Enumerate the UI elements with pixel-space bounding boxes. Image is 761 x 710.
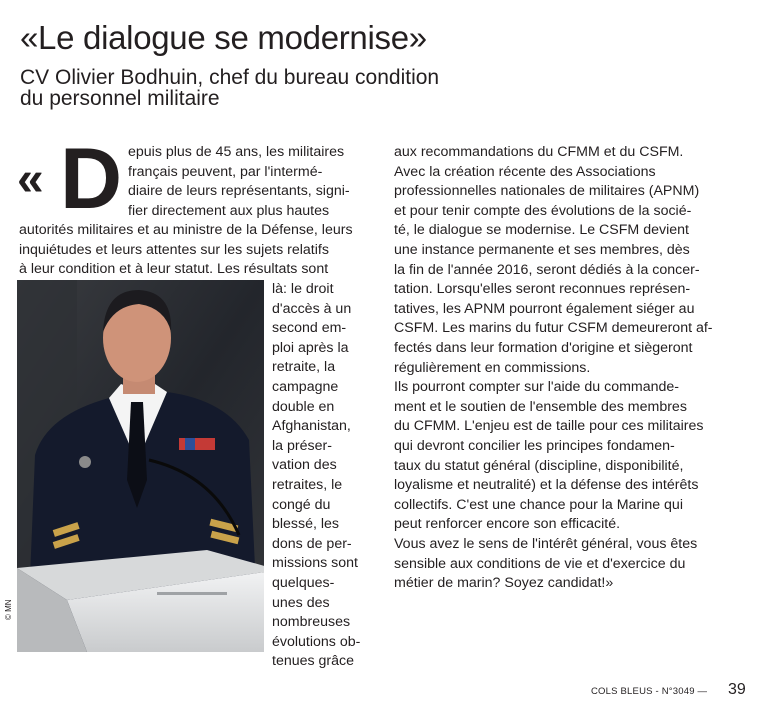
text-line: taux du statut général (discipline, disponibilité,: [394, 457, 684, 474]
article-subtitle-line: CV Olivier Bodhuin, chef du bureau condition: [20, 66, 440, 89]
drop-cap: D: [60, 131, 123, 227]
text-line: blessé, les: [272, 516, 340, 533]
opening-quote-mark: «: [17, 153, 44, 206]
text-line: té, le dialogue se modernise. Le CSFM devient: [394, 222, 689, 239]
text-line: et pour tenir compte des évolutions de la socié-: [394, 202, 692, 219]
article-title: «Le dialogue se modernise»: [20, 19, 427, 56]
text-line: inquiétudes et leurs attentes sur les sujets relatifs: [19, 241, 329, 258]
text-line: sensible aux conditions de vie et d'exercice du: [394, 555, 686, 572]
text-line: ploi après la: [272, 339, 349, 356]
text-line: d'accès à un: [272, 300, 352, 317]
text-line: Vous avez le sens de l'intérêt général, vous êtes: [394, 536, 698, 552]
text-line: second em-: [272, 320, 347, 337]
footer-page-number: 39: [728, 681, 746, 698]
text-line: Avec la création récente des Associations: [394, 163, 656, 180]
text-line: loyalisme et neutralité) et la défense des intérêts: [394, 477, 699, 494]
text-line: là: le droit: [272, 281, 334, 297]
footer-publication: COLS BLEUS - N°3049 —: [591, 686, 708, 697]
text-line: epuis plus de 45 ans, les militaires: [128, 144, 345, 160]
text-line: Ils pourront compter sur l'aide du commande-: [394, 379, 680, 396]
text-line: double en: [272, 398, 335, 415]
text-line: vation des: [272, 457, 337, 474]
text-line: ment et le soutien de l'ensemble des membres: [394, 398, 687, 415]
text-line: autorités militaires et au ministre de la Défense, leurs: [19, 222, 353, 238]
text-line: retraite, la: [272, 359, 336, 376]
text-line: la préser-: [272, 437, 332, 454]
photo-credit: © MN: [4, 599, 13, 620]
text-line: fectés dans leur formation d'origine et siègeront: [394, 340, 693, 356]
text-line: évolutions ob-: [272, 633, 361, 650]
text-line: une instance permanente et ses membres, dès: [394, 242, 690, 258]
article-subtitle-line: du personnel militaire: [20, 87, 220, 110]
text-line: diaire de leurs représentants, signi-: [128, 183, 350, 200]
text-line: qui devront concilier les principes fondamen-: [394, 438, 675, 454]
text-line: tenues grâce: [272, 653, 355, 670]
text-line: campagne: [272, 379, 339, 395]
text-line: du CFMM. L'enjeu est de taille pour ces militaires: [394, 418, 704, 435]
text-line: Afghanistan,: [272, 418, 351, 435]
text-line: quelques-: [272, 575, 335, 591]
text-line: tatives, les APNM pourront également siéger au: [394, 300, 695, 317]
text-line: collectifs. C'est une chance pour la Marine qui: [394, 496, 683, 513]
text-line: missions sont: [272, 555, 358, 572]
text-line: tation. Lorsqu'elles seront reconnues représen-: [394, 281, 691, 298]
text-line: nombreuses: [272, 614, 351, 631]
text-line: aux recommandations du CFMM et du CSFM.: [394, 144, 684, 160]
text-line: dons de per-: [272, 535, 352, 552]
text-line: congé du: [272, 496, 331, 513]
text-line: à leur condition et à leur statut. Les résultats sont: [19, 261, 329, 278]
text-line: professionnelles nationales de militaires (APNM): [394, 183, 700, 200]
text-line: métier de marin? Soyez candidat!»: [394, 575, 614, 592]
text-line: régulièrement en commissions.: [394, 359, 591, 376]
text-line: unes des: [272, 594, 330, 611]
text-line: la fin de l'année 2016, seront dédiés à la concer-: [394, 261, 700, 278]
text-line: retraites, le: [272, 477, 343, 493]
officer-photo: [17, 280, 264, 652]
text-line: fier directement aux plus hautes: [128, 202, 330, 219]
text-line: peut renforcer encore son efficacité.: [394, 516, 621, 533]
text-line: CSFM. Les marins du futur CSFM demeureront af-: [394, 320, 713, 337]
text-line: français peuvent, par l'intermé-: [128, 163, 323, 180]
